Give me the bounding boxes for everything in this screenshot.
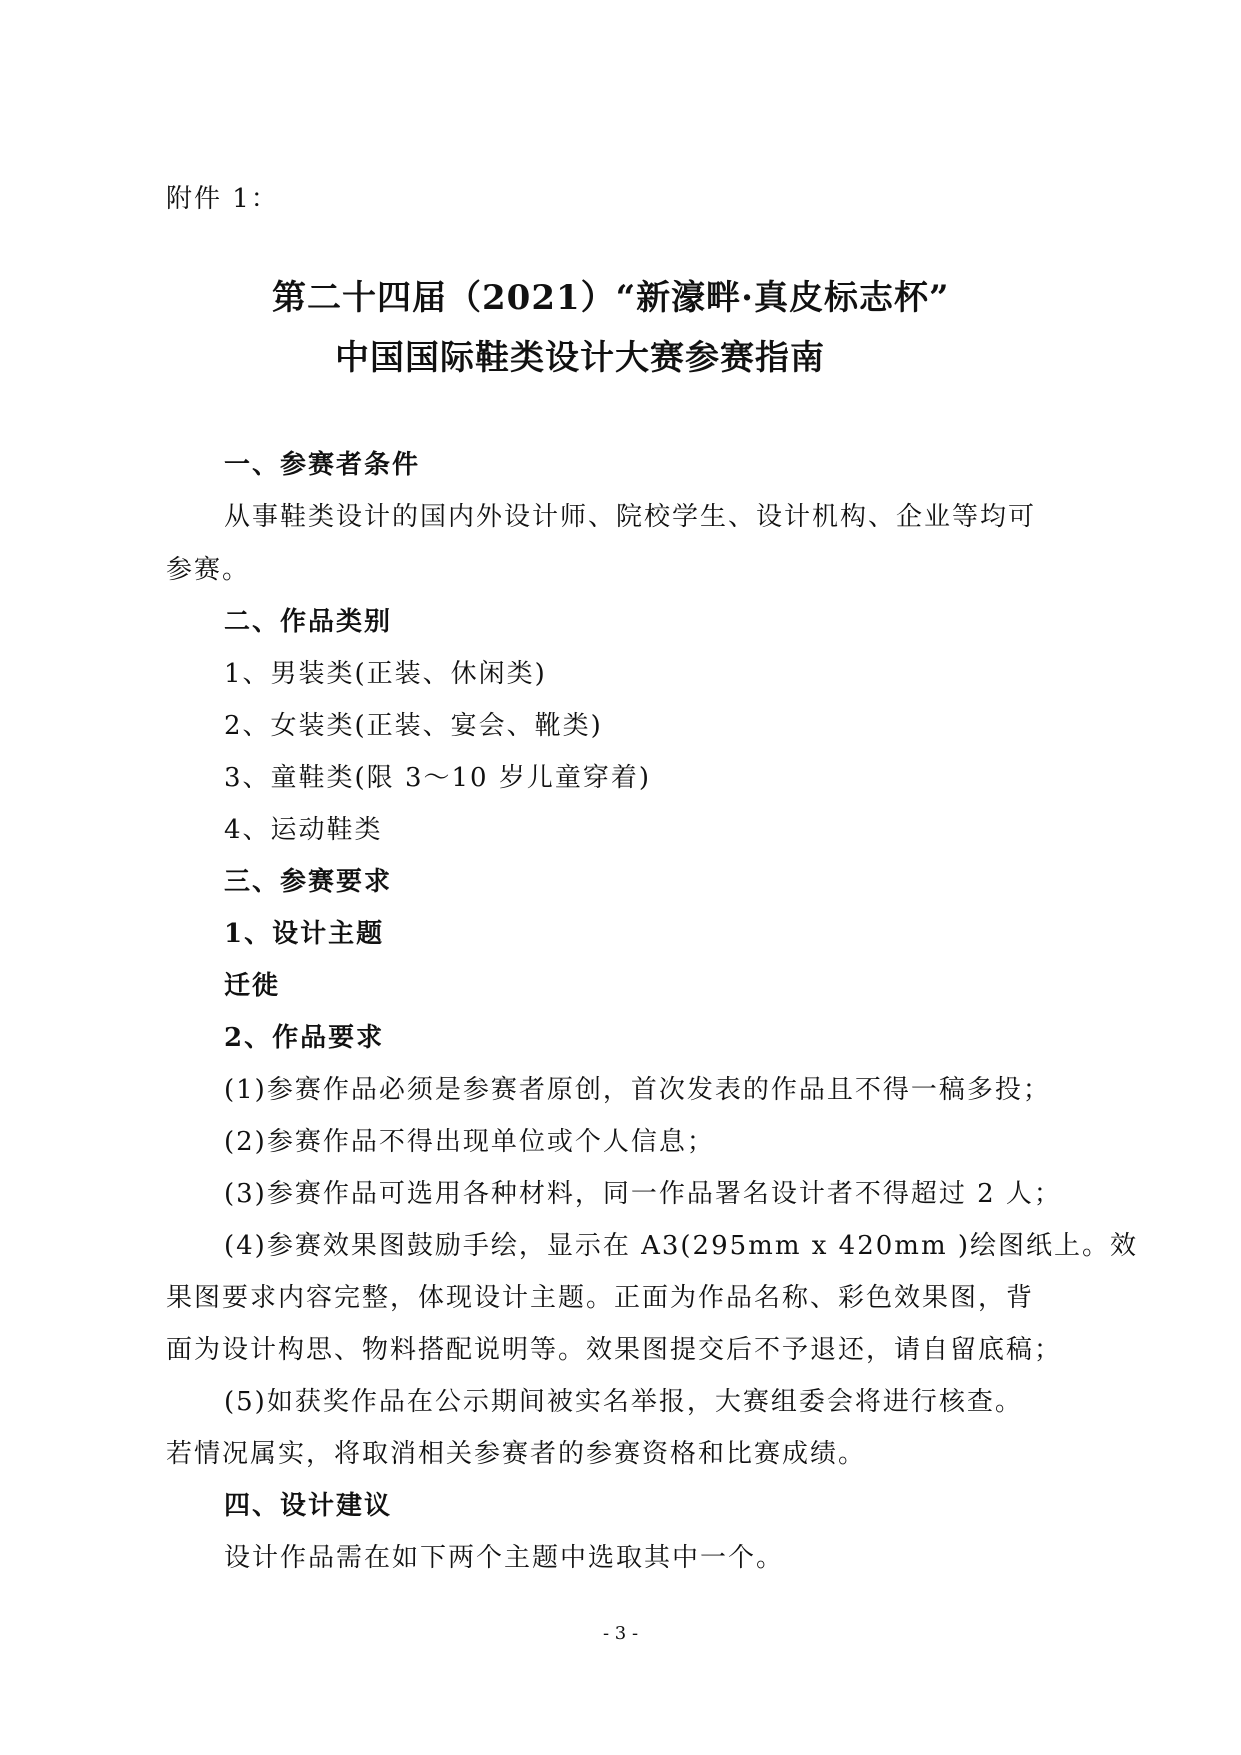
- requirement-item-1: (1)参赛作品必须是参赛者原创，首次发表的作品且不得一稿多投；: [224, 1075, 1051, 1105]
- section-heading-design-suggestions: 四、设计建议: [224, 1491, 393, 1521]
- requirement-item-5-line-1: (5)如获奖作品在公示期间被实名举报，大赛组委会将进行核查。: [224, 1387, 1023, 1417]
- design-suggestions-text: 设计作品需在如下两个主题中选取其中一个。: [224, 1543, 785, 1573]
- requirement-item-3: (3)参赛作品可选用各种材料，同一作品署名设计者不得超过 2 人；: [224, 1179, 1062, 1209]
- eligibility-paragraph-line-2: 参赛。: [166, 555, 251, 585]
- section-heading-requirements: 三、参赛要求: [224, 867, 393, 897]
- requirement-item-4-line-3: 面为设计构思、物料搭配说明等。效果图提交后不予退还，请自留底稿；: [166, 1335, 1063, 1365]
- eligibility-paragraph-line-1: 从事鞋类设计的国内外设计师、院校学生、设计机构、企业等均可: [224, 502, 1037, 532]
- category-item: 2、女装类(正装、宴会、靴类): [224, 711, 603, 741]
- requirement-item-4-line-2: 果图要求内容完整，体现设计主题。正面为作品名称、彩色效果图，背: [166, 1283, 1035, 1313]
- category-item: 1、男装类(正装、休闲类): [224, 659, 547, 689]
- requirement-item-4-line-1: (4)参赛效果图鼓励手绘，显示在 A3(295mm x 420mm )绘图纸上。效: [224, 1231, 1139, 1261]
- section-heading-categories: 二、作品类别: [224, 607, 393, 637]
- page-number: - 3 -: [602, 1623, 639, 1644]
- document-title-line-1: 第二十四届（2021）“新濠畔·真皮标志杯”: [272, 278, 950, 318]
- category-item: 4、运动鞋类: [224, 815, 383, 845]
- attachment-label: 附件 1：: [166, 184, 279, 214]
- subheading-work-requirements: 2、作品要求: [224, 1023, 385, 1053]
- design-theme-text: 迁徙: [224, 971, 281, 1001]
- document-title-line-2: 中国国际鞋类设计大赛参赛指南: [335, 338, 825, 378]
- subheading-design-theme: 1、设计主题: [224, 919, 385, 949]
- requirement-item-2: (2)参赛作品不得出现单位或个人信息；: [224, 1127, 715, 1157]
- section-heading-eligibility: 一、参赛者条件: [224, 450, 421, 480]
- requirement-item-5-line-2: 若情况属实，将取消相关参赛者的参赛资格和比赛成绩。: [166, 1439, 867, 1469]
- category-item: 3、童鞋类(限 3～10 岁儿童穿着): [224, 763, 651, 793]
